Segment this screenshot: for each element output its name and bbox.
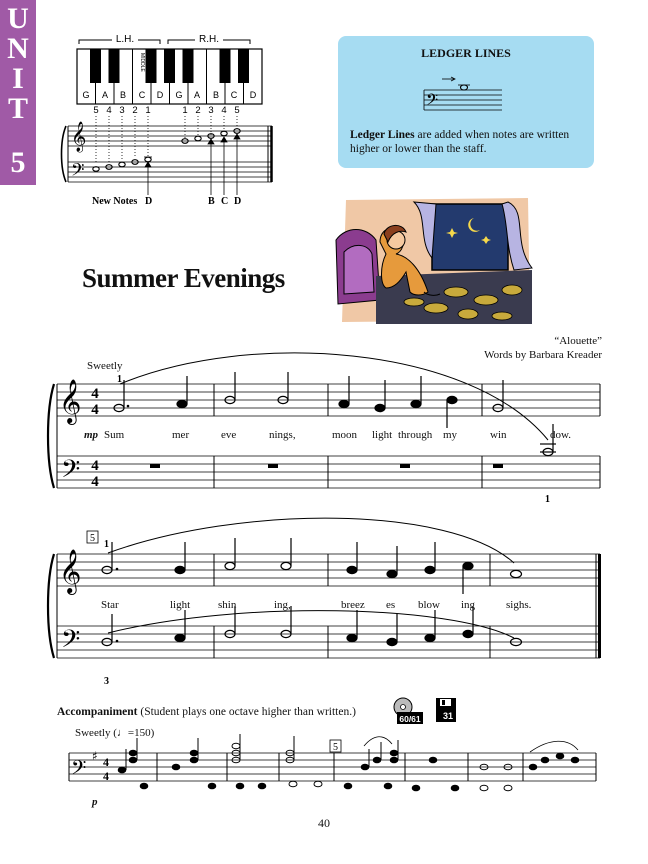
lyric: ing [461,599,476,611]
song-title: Summer Evenings [82,263,285,293]
treble-clef: 𝄞 [59,549,82,593]
new-note-letter: C [221,196,229,207]
ledger-lines-title: LEDGER LINES [421,46,511,60]
lyric: Sum [104,429,125,441]
lyric: shin [218,599,237,611]
bass-clef: 𝄢 [426,91,439,113]
lyric: light [170,599,191,611]
rh-key-letter: C [230,90,238,100]
bass-clef: 𝄢 [61,455,81,490]
lyric: dow. [550,429,571,441]
svg-text:4: 4 [91,458,99,474]
lyric: nings, [269,429,296,441]
unit-letter: U [7,2,29,35]
unit-number: 5 [10,146,26,179]
svg-text:4: 4 [91,474,99,490]
lyric: es [386,599,396,611]
rh-label: R.H. [199,34,219,45]
lh-finger-number: 4 [106,105,112,116]
treble-clef: 𝄞 [59,379,82,423]
middle-c-label: MIDDLE [139,53,145,72]
lh-finger-number: 2 [132,105,138,116]
finger-number: 1 [545,494,550,505]
accompaniment-dynamic: p [92,796,98,808]
lyric: eve [221,429,237,441]
lh-finger-number: 1 [145,105,151,116]
lyric: through [398,429,433,441]
rh-finger-number: 5 [234,105,240,116]
svg-text:4: 4 [103,755,109,769]
accompaniment-tempo-word: Sweetly [75,727,111,739]
lh-key-letter: D [156,90,164,100]
svg-text:4: 4 [103,769,109,783]
finger-number: 1 [104,539,109,550]
tempo-marking: Sweetly [87,360,123,372]
new-note-letter: B [208,196,215,207]
lh-key-letter: B [119,90,127,100]
rh-finger-number: 3 [208,105,214,116]
lh-finger-number: 3 [119,105,125,116]
rh-finger-number: 4 [221,105,227,116]
measure-number: 5 [333,742,338,753]
song-source: “Alouette” [554,335,602,347]
unit-letter: T [7,92,28,125]
accompaniment-tempo: Sweetly (♩=150) [75,727,155,739]
cd-track-number: 60/61 [399,714,421,724]
sharp-sign: ♯ [92,749,98,763]
quarter-note-icon: ♩ [116,727,128,739]
new-note-letter: D [145,196,153,207]
rh-key-letter: B [212,90,220,100]
lyric: my [443,429,458,441]
rh-key-letter: D [249,90,257,100]
ledger-lines-body: are added when notes are written higher or lower than the staff. [350,129,570,155]
rh-finger-number: 1 [182,105,188,116]
unit-letter: N [7,32,29,65]
accompaniment-note: (Student plays one octave higher than written.) [137,706,356,718]
accompaniment-title: Accompaniment [57,706,138,718]
lh-finger-number: 5 [93,105,99,116]
lh-label: L.H. [115,34,135,45]
lyric: Star [101,599,119,611]
lh-key-letter: C [138,90,146,100]
page-number: 40 [318,816,330,830]
lyric: light [372,429,393,441]
rh-finger-number: 2 [195,105,201,116]
new-notes-label: New Notes [92,196,138,207]
finger-number: 1 [117,374,122,385]
measure-number: 5 [90,533,95,544]
lyric: blow [418,599,440,611]
svg-text:4: 4 [91,402,99,418]
disk-track-number: 31 [442,711,454,721]
finger-number: 3 [104,676,109,687]
lyric: mer [172,429,190,441]
lyric: ing, [274,599,291,611]
song-credit: Words by Barbara Kreader [484,349,602,361]
bass-clef: 𝄢 [61,625,81,660]
treble-clef: 𝄞 [71,122,87,152]
svg-text:4: 4 [91,386,99,402]
bass-clef: 𝄢 [71,756,87,784]
new-note-letter: D [234,196,242,207]
unit-letter: I [12,62,24,95]
lyric: moon [332,429,358,441]
lyric: breez [341,599,365,611]
bass-clef: 𝄢 [71,160,85,184]
rh-key-letter: G [175,90,183,100]
ledger-lines-term: Ledger Lines [350,129,415,141]
dynamic-marking: mp [84,429,99,441]
lyric: win [490,429,507,441]
lh-key-letter: G [82,90,90,100]
lyric: sighs. [506,599,532,611]
lh-key-letter: A [101,90,109,100]
metronome-mark: =150 [127,727,151,739]
rh-key-letter: A [193,90,201,100]
